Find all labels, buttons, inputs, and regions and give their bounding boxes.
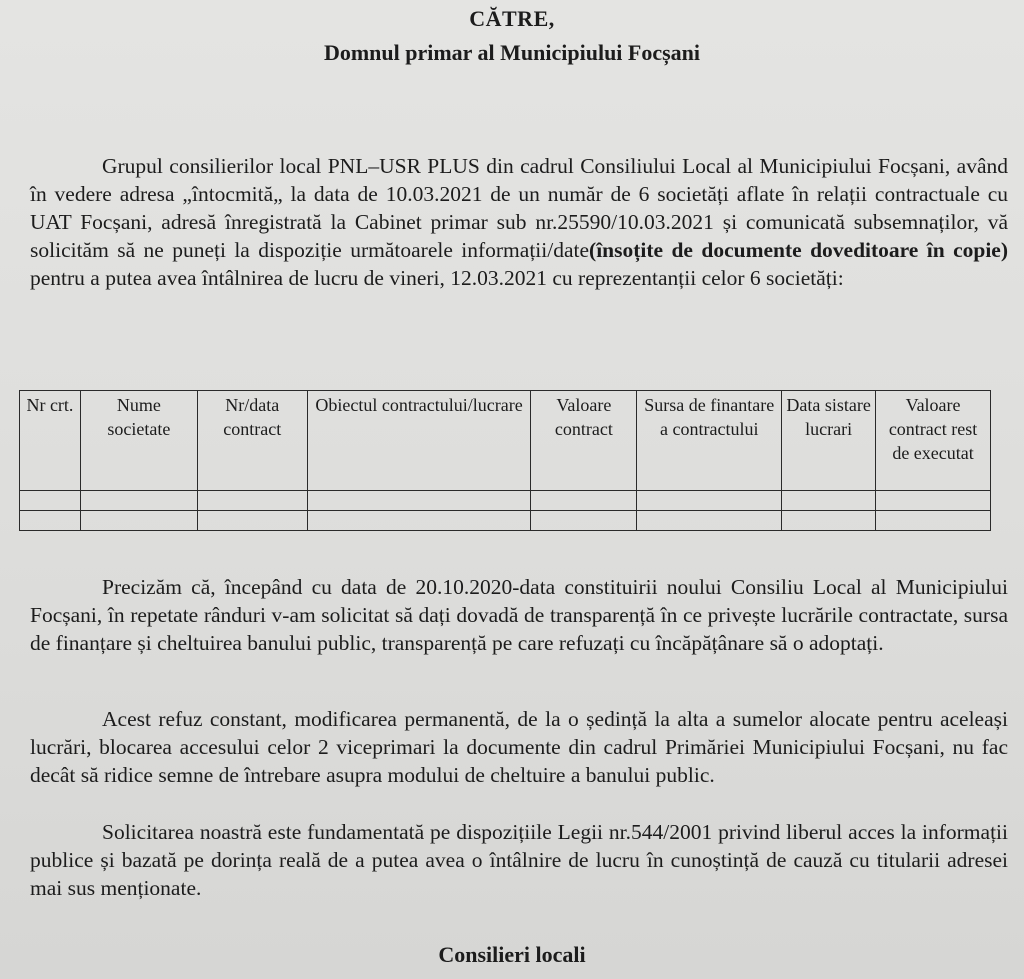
table-cell: [307, 491, 531, 511]
table-cell: [637, 511, 782, 531]
col-header-nume: Nume societate: [80, 391, 197, 491]
context-paragraph: Precizăm că, începând cu data de 20.10.2020-data constituirii noului Consiliu Local al Municipiului Focșani, în repetate rânduri v-am solicitat să dați dovadă de transparență în ce privește lucrările contractate, sursa de finanțare și cheltuirea banului public, transparență pe care refuzați cu încăpățânare să o adoptați.: [30, 575, 1008, 655]
col-header-valoare: Valoare contract: [531, 391, 637, 491]
signature-label: Consilieri locali: [438, 942, 586, 967]
table-cell: [531, 491, 637, 511]
refusal-paragraph: Acest refuz constant, modificarea permanentă, de la o ședință la alta a sumelor alocate pentru aceleași lucrări, blocarea accesului celor 2 viceprimari la documente din cadrul Primăriei Municipiului Focșani, nu fac decât să ridice semne de întrebare asupra modului de cheltuire a banului public.: [30, 707, 1008, 787]
table-cell: [197, 511, 307, 531]
col-header-data-sistare: Data sistare lucrari: [782, 391, 876, 491]
table-cell: [637, 491, 782, 511]
table-cell: [20, 491, 81, 511]
table-cell: [197, 491, 307, 511]
table-cell: [531, 511, 637, 531]
col-header-obiect: Obiectul contractului/lucrare: [307, 391, 531, 491]
table-cell: [80, 511, 197, 531]
table-cell: [876, 511, 991, 531]
information-table: [19, 390, 991, 531]
request-paragraph: [30, 152, 1008, 292]
recipient-line: Domnul primar al Municipiului Focșani: [323, 40, 701, 65]
col-header-sursa: Sursa de finantare a contractului: [637, 391, 782, 491]
table-cell: [80, 491, 197, 511]
table-cell: [876, 491, 991, 511]
table-cell: [20, 511, 81, 531]
request-text-start: Grupul consilierilor local PNL–USR PLUS din cadrul Consiliului Local al Municipiului Focșani, având în vedere adresa „întocmită„ la data de 10.03.2021 de un număr de 6 societăți aflate în relații contractuale cu UAT Focșani, adresă înregistrată la Cabinet primar sub nr.25590/10.03.2021 și comunicată subsemnaților, vă solicităm să ne puneți la dispoziție următoarele informații/date: [30, 154, 1008, 262]
legal-basis-paragraph: Solicitarea noastră este fundamentată pe dispozițiile Legii nr.544/2001 privind liberul acces la informații publice și bazată pe dorința reală de a putea avea o întâlnire de lucru în cunoștință de cauză cu titularii adresei mai sus menționate.: [30, 820, 1008, 900]
col-header-rest: Valoare contract rest de executat: [876, 391, 991, 491]
request-text-bold: (însoțite de documente doveditoare în copie): [589, 238, 1008, 262]
col-header-contract: Nr/data contract: [197, 391, 307, 491]
request-text-end: pentru a putea avea întâlnirea de lucru de vineri, 12.03.2021 cu reprezentanții celor 6 societăți:: [30, 266, 844, 290]
table-header-row: [20, 391, 991, 491]
table-cell: [782, 491, 876, 511]
table-row: [20, 511, 991, 531]
table-cell: [307, 511, 531, 531]
col-header-nr: Nr crt.: [20, 391, 81, 491]
table-row: [20, 491, 991, 511]
addressee-label: CĂTRE,: [469, 6, 555, 31]
table-cell: [782, 511, 876, 531]
